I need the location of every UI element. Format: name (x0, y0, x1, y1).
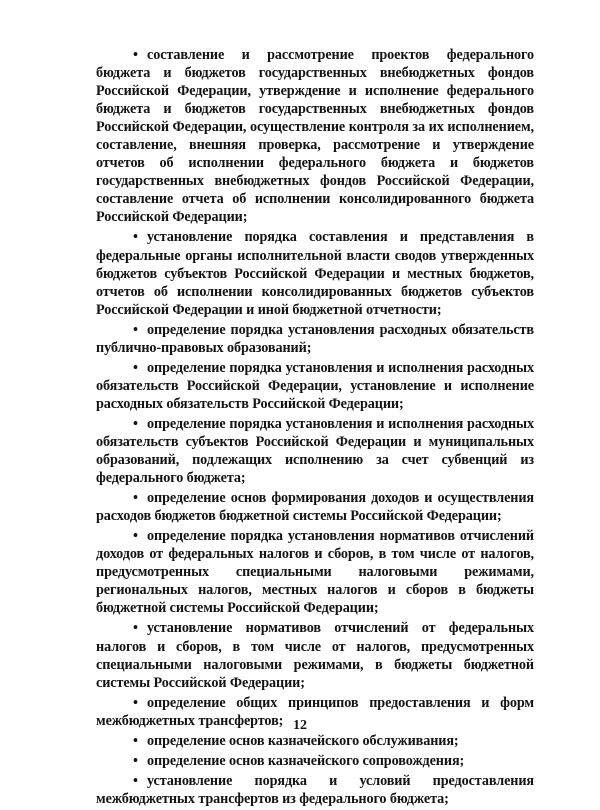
list-item (96, 415, 534, 487)
bullet-icon: • (133, 321, 138, 338)
list-item-text: определение основ казначейского сопровождения; (147, 752, 465, 769)
bullet-icon: • (133, 490, 138, 507)
list-item-text: определение порядка установления расходных обязательств публично-правовых образований; (96, 321, 534, 356)
bullet-icon: • (133, 229, 138, 246)
list-item-text: установление нормативов отчислений от федеральных налогов и сборов, в том числе от налогов, предусмотренных специальными налоговыми режимами, в бюджеты бюджетной системы Российской Федерации; (96, 620, 534, 691)
list-item (96, 772, 534, 808)
bullet-icon: • (133, 47, 138, 63)
bullet-icon: • (133, 752, 138, 769)
list-item (96, 359, 534, 413)
list-item (96, 619, 534, 691)
list-item (96, 752, 534, 770)
bullet-icon: • (133, 415, 138, 432)
list-item (96, 527, 534, 617)
page-number: 12 (293, 718, 307, 733)
list-item (96, 228, 534, 318)
list-item (96, 732, 534, 750)
bullet-icon: • (133, 732, 138, 749)
bullet-icon: • (133, 620, 138, 637)
list-item-text: установление порядка составления и представления в федеральные органы исполнительной власти сводов утвержденных бюджетов субъектов Российской Федерации и местных бюджетов, отчетов об исполнении консолидированных бюджетов субъектов Российской Федерации и иной бюджетной отчетности; (96, 229, 534, 318)
list-item-text: определение порядка установления и исполнения расходных обязательств Российской Федерации, установление и исполнение расходных обязательств Российской Федерации; (96, 359, 534, 412)
list-item (96, 321, 534, 357)
list-item-text: определение общих принципов предоставления и форм межбюджетных трансфертов; (96, 694, 534, 729)
list-item-text: определение основ казначейского обслуживания; (147, 732, 459, 749)
list-item (96, 46, 534, 226)
list-item-text: определение основ формирования доходов и осуществления расходов бюджетов бюджетной системы Российской Федерации; (96, 490, 534, 525)
list-item-text: определение порядка установления нормативов отчислений доходов от федеральных налогов и сборов, в том числе от налогов, предусмотренных специальными налоговыми режимами, региональных налогов, местных налогов и сборов в бюджеты бюджетной системы Российской Федерации; (96, 528, 534, 617)
page-text-body (96, 46, 534, 810)
list-item-text: определение порядка установления и исполнения расходных обязательств субъектов Российской Федерации и муниципальных образований, подлежащих исполнению за счет субвенций из федерального бюджета; (96, 415, 534, 487)
bullet-icon: • (133, 359, 138, 376)
bullet-icon: • (133, 528, 138, 545)
list-item (96, 489, 534, 525)
bullet-icon: • (133, 694, 138, 711)
list-item-text: установление порядка и условий предоставления межбюджетных трансфертов из федерального бюджета; (96, 772, 534, 807)
bullet-icon: • (133, 772, 138, 789)
list-item-text: составление и рассмотрение проектов федерального бюджета и бюджетов государственных внебюджетных фондов Российской Федерации, утверждение и исполнение федерального бюджета и бюджетов государственных внебюджетных фондов Российской Федерации, осуществление контроля за их исполнением, составление, внешняя проверка, рассмотрение и утверждение отчетов об исполнении федерального бюджета и бюджетов государственных внебюджетных фондов Российской Федерации, составление отчета об исполнении консолидированного бюджета Российской Федерации; (96, 47, 534, 226)
